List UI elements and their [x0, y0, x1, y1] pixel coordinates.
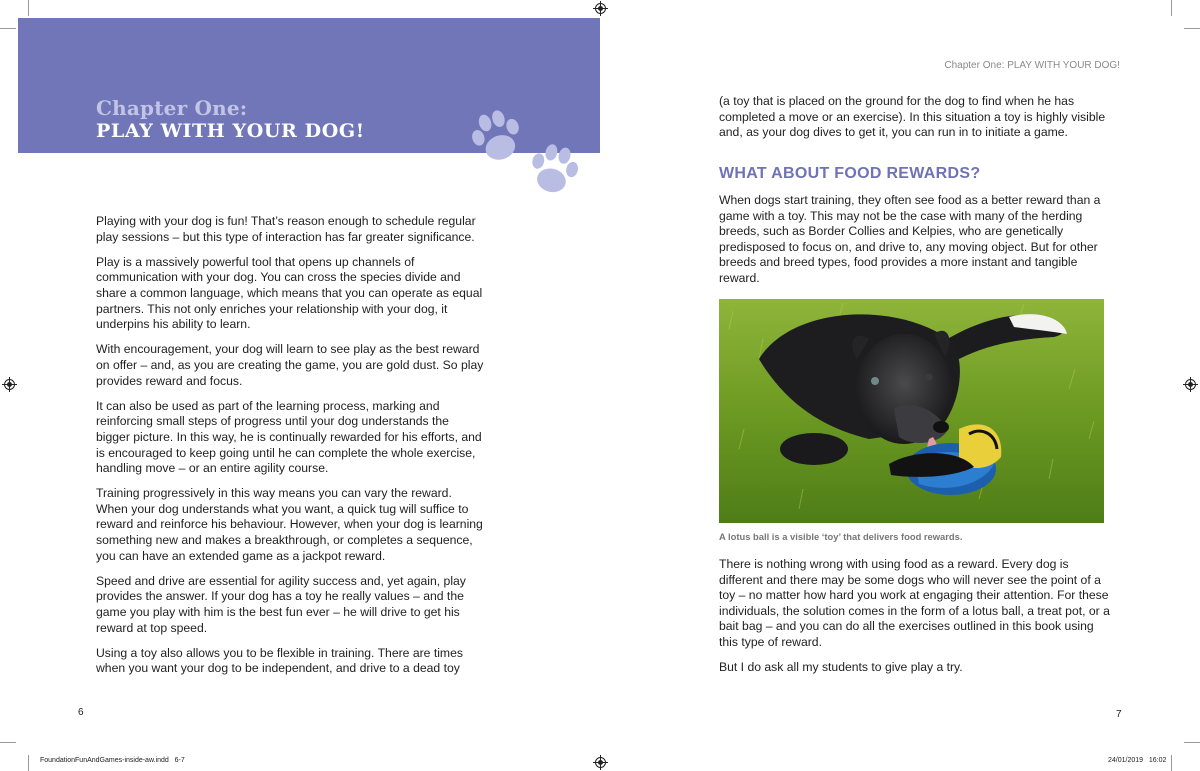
body-paragraph: There is nothing wrong with using food as a reward. Every dog is different and there may be some dogs who will never see the point of a toy – no matter how hard you work at engaging their attention. For these individuals, the solution comes in the form of a lotus ball, a treat pot, or a bait bag – and you can do all the exercises outlined in this book using this type of reward.	[719, 557, 1110, 649]
crop-mark	[28, 0, 29, 16]
registration-mark-icon	[4, 379, 15, 390]
dog-with-lotus-ball-image	[719, 299, 1104, 523]
page-number-right: 7	[1116, 709, 1122, 720]
photo-caption: A lotus ball is a visible ‘toy’ that delivers food rewards.	[719, 531, 963, 542]
chapter-title: PLAY WITH YOUR DOG!	[96, 120, 365, 142]
page-number-left: 6	[78, 707, 84, 718]
crop-mark	[1184, 742, 1200, 743]
body-paragraph: It can also be used as part of the learning process, marking and reinforcing small steps of progress until your dog understands the bigger picture. In this way, he is continually rewarded for his efforts, and is encouraged to keep going until he can complete the whole exercise, handling move – or an entire agility course.	[96, 398, 482, 476]
registration-mark-icon	[595, 3, 606, 14]
dog-photo	[719, 299, 1104, 523]
crop-mark	[0, 742, 16, 743]
crop-mark	[0, 28, 16, 29]
slug-filename: FoundationFunAndGames-inside-aw.indd 6-7	[40, 757, 185, 764]
crop-mark	[1171, 0, 1172, 16]
body-paragraph: With encouragement, your dog will learn to see play as the best reward on offer – and, as you are creating the game, you are gold dust. So play provides reward and focus.	[96, 342, 484, 388]
right-intro-text	[719, 94, 1109, 150]
body-paragraph: Using a toy also allows you to be flexible in training. There are times when you want your dog to be independent, and drive to a dead toy	[96, 645, 463, 676]
left-body-text	[96, 214, 484, 687]
body-paragraph: When dogs start training, they often see food as a better reward than a game with a toy. This may not be the case with many of the herding breeds, such as Border Collies and Kelpies, who are genetically predisposed to focus on, and drive to, any moving object. But for other breeds and breed types, food provides a more instant and tangible reward.	[719, 193, 1101, 285]
body-paragraph: Training progressively in this way means you can vary the reward. When your dog understands what you want, a quick tug will suffice to reward and reinforce his behaviour. However, when your dog is learning something new and makes a breakthrough, or completes a sequence, you can have an extended game as a jackpot reward.	[96, 486, 483, 563]
registration-mark-icon	[1185, 379, 1196, 390]
section-heading: WHAT ABOUT FOOD REWARDS?	[719, 165, 981, 182]
crop-mark	[1184, 28, 1200, 29]
slug-datetime: 24/01/2019 16:02	[1108, 757, 1167, 764]
body-paragraph: Playing with your dog is fun! That’s reason enough to schedule regular play sessions – but this type of interaction has far greater significance.	[96, 214, 476, 244]
body-paragraph: Play is a massively powerful tool that opens up channels of communication with your dog. You can cross the species divide and share a common language, which means that you can operate as equal partners. This not only enriches your relationship with your dog, it underpins his ability to learn.	[96, 254, 483, 332]
right-after-text	[719, 557, 1111, 685]
crop-mark	[28, 755, 29, 771]
registration-mark-icon	[595, 757, 606, 768]
paw-print-icon	[466, 106, 528, 168]
body-paragraph: Speed and drive are essential for agility success and, yet again, play provides the answer. If your dog has a toy he really values – and the game you play with him is the best fun ever – he will drive to get his reward at top speed.	[96, 573, 466, 635]
crop-mark	[1171, 755, 1172, 771]
paw-print-icon	[524, 140, 584, 200]
right-section-text	[719, 193, 1111, 296]
body-paragraph: (a toy that is placed on the ground for the dog to find when he has completed a move or an exercise). In this situation a toy is highly visible and, as your dog dives to get it, you can run in to initiate a game.	[719, 94, 1106, 140]
chapter-kicker: Chapter One:	[96, 96, 248, 120]
body-paragraph: But I do ask all my students to give play a try.	[719, 660, 963, 675]
running-head: Chapter One: PLAY WITH YOUR DOG!	[944, 60, 1120, 71]
